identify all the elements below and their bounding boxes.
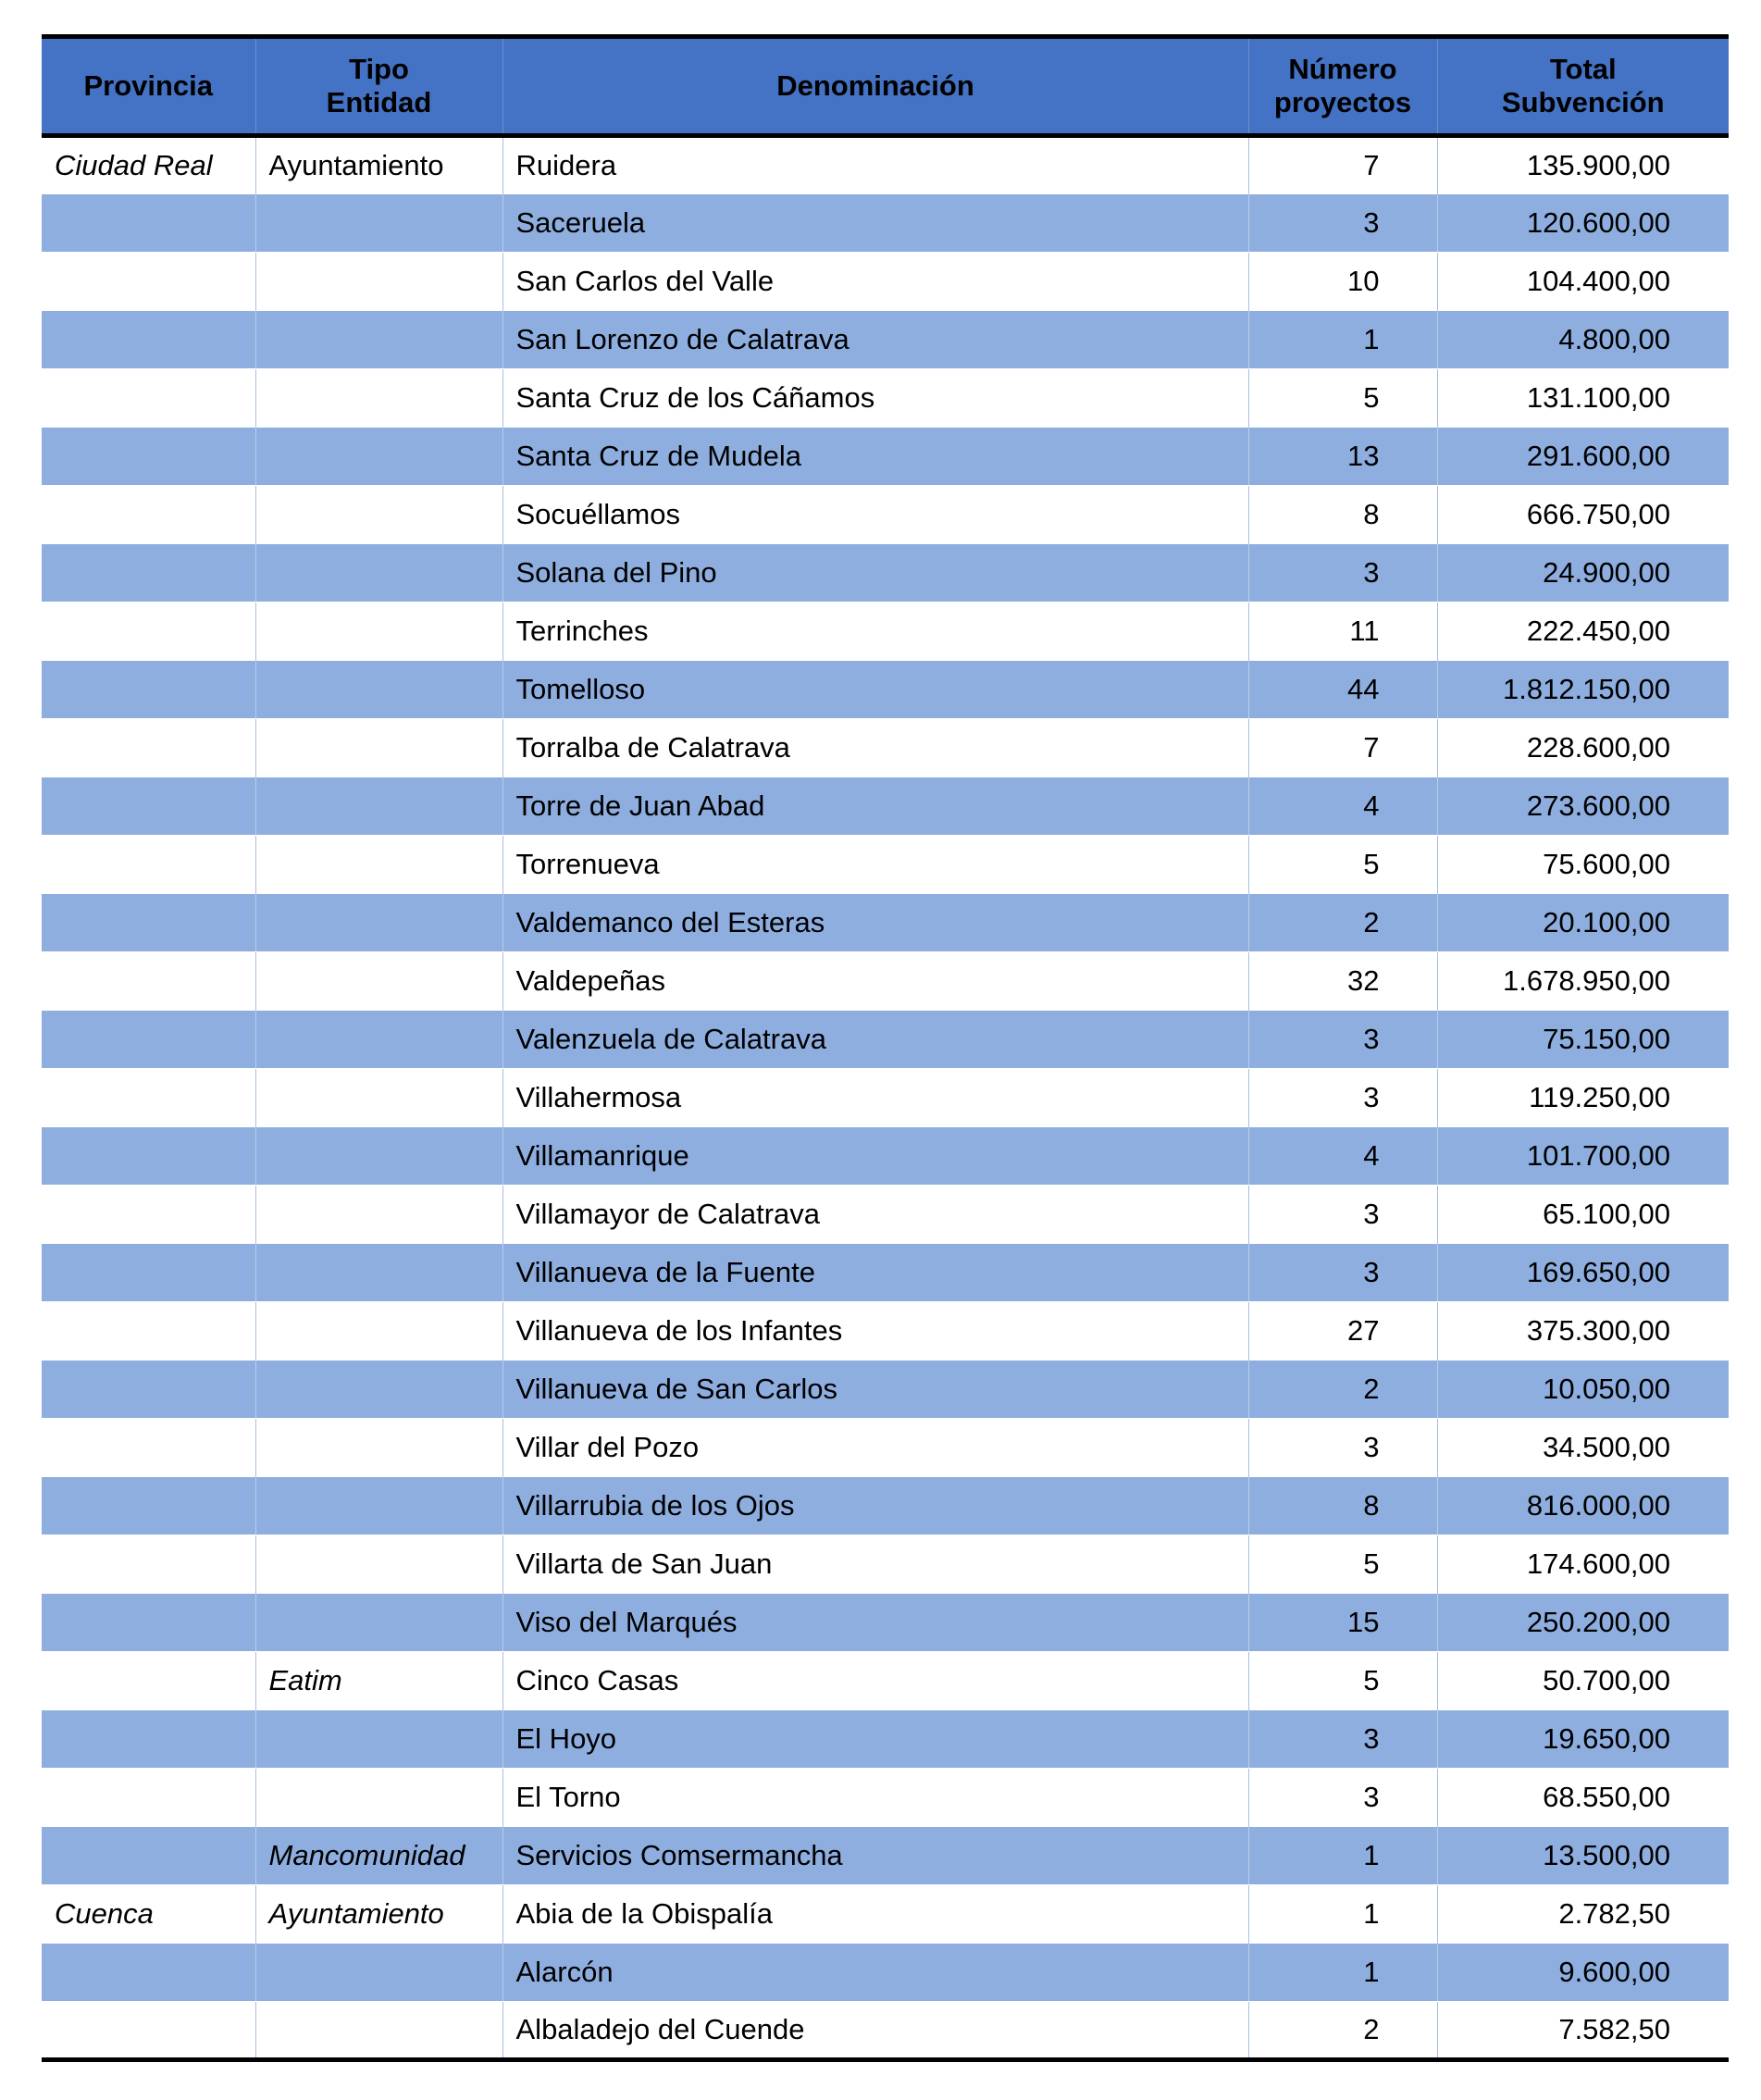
cell-provincia [42,603,255,661]
cell-total-subvencion: 75.600,00 [1543,848,1670,881]
cell-total-subvencion: 169.650,00 [1437,1244,1729,1302]
cell-total-subvencion: 24.900,00 [1437,544,1729,603]
table-row [42,136,1729,194]
cell-numero-proyectos: 3 [1248,1244,1437,1302]
cell-total-subvencion: 101.700,00 [1437,1127,1729,1186]
cell-provincia [42,1186,255,1244]
cell-numero-proyectos: 32 [1248,952,1437,1011]
cell-denominacion: Torre de Juan Abad [502,777,1248,836]
cell-denominacion: Valdepeñas [502,952,1248,1011]
cell-tipo-entidad [255,369,502,428]
cell-tipo-entidad: Ayuntamiento [255,1885,502,1944]
cell-tipo-entidad [255,428,502,486]
table-row [42,1361,1729,1419]
cell-provincia [42,1769,255,1827]
table-row [42,486,1729,544]
table-row [42,1944,1729,2002]
cell-denominacion: Villahermosa [502,1069,1248,1127]
cell-provincia [42,719,255,777]
cell-numero-proyectos: 1 [1248,1827,1437,1885]
cell-provincia [42,1244,255,1302]
cell-numero-proyectos: 4 [1248,777,1437,836]
table-row [42,253,1729,311]
cell-numero-proyectos: 3 [1248,1069,1437,1127]
cell-total-subvencion: 104.400,00 [1526,265,1670,298]
cell-tipo-entidad [255,1302,502,1361]
cell-total-subvencion: 4.800,00 [1437,311,1729,369]
cell-denominacion: Alarcón [502,1944,1248,2002]
cell-total-subvencion: 9.600,00 [1437,1944,1729,2002]
cell-denominacion: El Hoyo [502,1710,1248,1769]
table-row [42,1535,1729,1594]
cell-denominacion: Ruidera [502,136,1248,194]
cell-provincia [42,369,255,428]
cell-provincia [42,1827,255,1885]
cell-provincia: Cuenca [42,1885,255,1944]
cell-numero-proyectos: 8 [1248,486,1437,544]
cell-tipo-entidad [255,661,502,719]
cell-provincia [42,1011,255,1069]
cell-total-subvencion: 75.150,00 [1437,1011,1729,1069]
cell-total-subvencion: 1.812.150,00 [1437,661,1729,719]
table-row [42,1594,1729,1652]
table-row [42,1244,1729,1302]
cell-denominacion: Villar del Pozo [502,1419,1248,1477]
table-row [42,777,1729,836]
cell-tipo-entidad [255,1419,502,1477]
cell-provincia [42,1419,255,1477]
cell-denominacion: El Torno [502,1769,1248,1827]
cell-tipo-entidad [255,2002,502,2060]
cell-tipo-entidad [255,253,502,311]
header-numero-proyectos: Número proyectos [1248,37,1437,136]
cell-denominacion: Villanueva de San Carlos [502,1361,1248,1419]
cell-tipo-entidad [255,1710,502,1769]
cell-total-subvencion: 228.600,00 [1526,731,1670,764]
cell-provincia [42,836,255,894]
cell-provincia [42,777,255,836]
table-row [42,603,1729,661]
cell-tipo-entidad [255,836,502,894]
cell-tipo-entidad [255,1594,502,1652]
cell-tipo-entidad [255,1244,502,1302]
cell-numero-proyectos: 27 [1248,1302,1437,1361]
cell-numero-proyectos: 4 [1248,1127,1437,1186]
cell-provincia [42,486,255,544]
cell-tipo-entidad [255,194,502,253]
cell-tipo-entidad [255,1361,502,1419]
cell-numero-proyectos: 5 [1248,1652,1437,1710]
cell-denominacion: Servicios Comsermancha [502,1827,1248,1885]
cell-numero-proyectos: 44 [1248,661,1437,719]
cell-numero-proyectos: 2 [1248,894,1437,952]
cell-tipo-entidad [255,1535,502,1594]
cell-tipo-entidad [255,311,502,369]
header-total-subvencion: Total Subvención [1437,37,1729,136]
cell-numero-proyectos: 5 [1248,1535,1437,1594]
cell-total-subvencion: 375.300,00 [1526,1314,1670,1348]
cell-numero-proyectos: 3 [1248,1710,1437,1769]
cell-total-subvencion: 20.100,00 [1437,894,1729,952]
cell-numero-proyectos: 10 [1248,253,1437,311]
cell-provincia: Ciudad Real [42,136,255,194]
cell-total-subvencion: 65.100,00 [1543,1198,1670,1231]
cell-provincia [42,952,255,1011]
cell-tipo-entidad: Mancomunidad [255,1827,502,1885]
cell-denominacion: Villamanrique [502,1127,1248,1186]
cell-numero-proyectos: 5 [1248,369,1437,428]
cell-provincia [42,1944,255,2002]
cell-total-subvencion: 222.450,00 [1526,615,1670,648]
cell-denominacion: Valenzuela de Calatrava [502,1011,1248,1069]
cell-tipo-entidad [255,486,502,544]
cell-provincia [42,2002,255,2060]
cell-tipo-entidad [255,1069,502,1127]
cell-tipo-entidad [255,1477,502,1535]
cell-provincia [42,661,255,719]
cell-denominacion: Torralba de Calatrava [502,719,1248,777]
cell-total-subvencion: 19.650,00 [1437,1710,1729,1769]
cell-denominacion: Abia de la Obispalía [502,1885,1248,1944]
cell-provincia [42,544,255,603]
cell-provincia [42,428,255,486]
cell-provincia [42,253,255,311]
table-row [42,428,1729,486]
cell-numero-proyectos: 3 [1248,194,1437,253]
cell-total-subvencion: 250.200,00 [1437,1594,1729,1652]
cell-denominacion: Valdemanco del Esteras [502,894,1248,952]
cell-tipo-entidad [255,1186,502,1244]
cell-provincia [42,894,255,952]
subsidy-table-container [42,34,1729,2062]
cell-denominacion: Cinco Casas [502,1652,1248,1710]
table-row [42,1652,1729,1710]
cell-denominacion: Solana del Pino [502,544,1248,603]
cell-tipo-entidad [255,1944,502,2002]
table-row [42,1419,1729,1477]
header-provincia: Provincia [42,37,255,136]
cell-numero-proyectos: 3 [1248,1186,1437,1244]
cell-total-subvencion: 131.100,00 [1526,381,1670,415]
table-row [42,1769,1729,1827]
table-row [42,1186,1729,1244]
table-row [42,661,1729,719]
cell-provincia [42,311,255,369]
cell-denominacion: Tomelloso [502,661,1248,719]
cell-provincia [42,1127,255,1186]
header-row [42,37,1729,136]
table-body [42,136,1729,2060]
cell-denominacion: Villanueva de la Fuente [502,1244,1248,1302]
cell-numero-proyectos: 13 [1248,428,1437,486]
cell-denominacion: Albaladejo del Cuende [502,2002,1248,2060]
table-row [42,1710,1729,1769]
cell-total-subvencion: 816.000,00 [1437,1477,1729,1535]
cell-denominacion: Villanueva de los Infantes [502,1302,1248,1361]
table-row [42,1827,1729,1885]
cell-numero-proyectos: 3 [1248,544,1437,603]
cell-numero-proyectos: 3 [1248,1769,1437,1827]
table-row [42,836,1729,894]
cell-total-subvencion: 273.600,00 [1437,777,1729,836]
cell-denominacion: Terrinches [502,603,1248,661]
cell-provincia [42,1652,255,1710]
table-row [42,1302,1729,1361]
cell-denominacion: Villarta de San Juan [502,1535,1248,1594]
cell-denominacion: Viso del Marqués [502,1594,1248,1652]
cell-numero-proyectos: 7 [1248,136,1437,194]
cell-provincia [42,1302,255,1361]
table-row [42,369,1729,428]
cell-numero-proyectos: 1 [1248,311,1437,369]
cell-total-subvencion: 10.050,00 [1437,1361,1729,1419]
cell-tipo-entidad: Eatim [255,1652,502,1710]
cell-tipo-entidad [255,719,502,777]
cell-denominacion: San Carlos del Valle [502,253,1248,311]
cell-numero-proyectos: 1 [1248,1944,1437,2002]
cell-tipo-entidad [255,544,502,603]
cell-tipo-entidad [255,952,502,1011]
cell-denominacion: Villarrubia de los Ojos [502,1477,1248,1535]
table-row [42,1011,1729,1069]
header-denominacion: Denominación [502,37,1248,136]
cell-provincia [42,1710,255,1769]
cell-numero-proyectos: 8 [1248,1477,1437,1535]
table-row [42,719,1729,777]
table-row [42,952,1729,1011]
cell-denominacion: San Lorenzo de Calatrava [502,311,1248,369]
cell-tipo-entidad: Ayuntamiento [255,136,502,194]
table-row [42,1127,1729,1186]
cell-numero-proyectos: 1 [1248,1885,1437,1944]
cell-provincia [42,194,255,253]
cell-total-subvencion: 291.600,00 [1437,428,1729,486]
cell-provincia [42,1535,255,1594]
cell-denominacion: Saceruela [502,194,1248,253]
table-row [42,311,1729,369]
cell-total-subvencion: 135.900,00 [1526,149,1670,182]
cell-total-subvencion: 1.678.950,00 [1502,964,1670,998]
cell-total-subvencion: 68.550,00 [1543,1781,1670,1814]
cell-numero-proyectos: 15 [1248,1594,1437,1652]
table-row [42,1069,1729,1127]
table-header [42,37,1729,136]
cell-tipo-entidad [255,1127,502,1186]
table-row [42,894,1729,952]
cell-denominacion: Santa Cruz de los Cáñamos [502,369,1248,428]
table-row [42,194,1729,253]
subsidy-table [42,34,1729,2062]
cell-tipo-entidad [255,1769,502,1827]
cell-tipo-entidad [255,894,502,952]
cell-provincia [42,1477,255,1535]
cell-denominacion: Villamayor de Calatrava [502,1186,1248,1244]
cell-total-subvencion: 666.750,00 [1526,498,1670,531]
cell-numero-proyectos: 11 [1248,603,1437,661]
table-row [42,544,1729,603]
cell-total-subvencion: 50.700,00 [1543,1664,1670,1697]
cell-numero-proyectos: 3 [1248,1419,1437,1477]
table-row [42,1885,1729,1944]
cell-total-subvencion: 13.500,00 [1437,1827,1729,1885]
cell-total-subvencion: 7.582,50 [1437,2002,1729,2060]
cell-provincia [42,1594,255,1652]
cell-denominacion: Socuéllamos [502,486,1248,544]
cell-numero-proyectos: 2 [1248,2002,1437,2060]
table-row [42,1477,1729,1535]
cell-numero-proyectos: 5 [1248,836,1437,894]
cell-tipo-entidad [255,1011,502,1069]
cell-denominacion: Torrenueva [502,836,1248,894]
cell-total-subvencion: 2.782,50 [1558,1897,1670,1931]
cell-numero-proyectos: 2 [1248,1361,1437,1419]
cell-denominacion: Santa Cruz de Mudela [502,428,1248,486]
cell-provincia [42,1361,255,1419]
cell-total-subvencion: 174.600,00 [1526,1547,1670,1581]
table-row [42,2002,1729,2060]
header-tipo-entidad: Tipo Entidad [255,37,502,136]
cell-tipo-entidad [255,777,502,836]
cell-provincia [42,1069,255,1127]
cell-numero-proyectos: 3 [1248,1011,1437,1069]
cell-total-subvencion: 120.600,00 [1437,194,1729,253]
cell-total-subvencion: 119.250,00 [1529,1081,1670,1114]
cell-numero-proyectos: 7 [1248,719,1437,777]
cell-total-subvencion: 34.500,00 [1543,1431,1670,1464]
cell-tipo-entidad [255,603,502,661]
